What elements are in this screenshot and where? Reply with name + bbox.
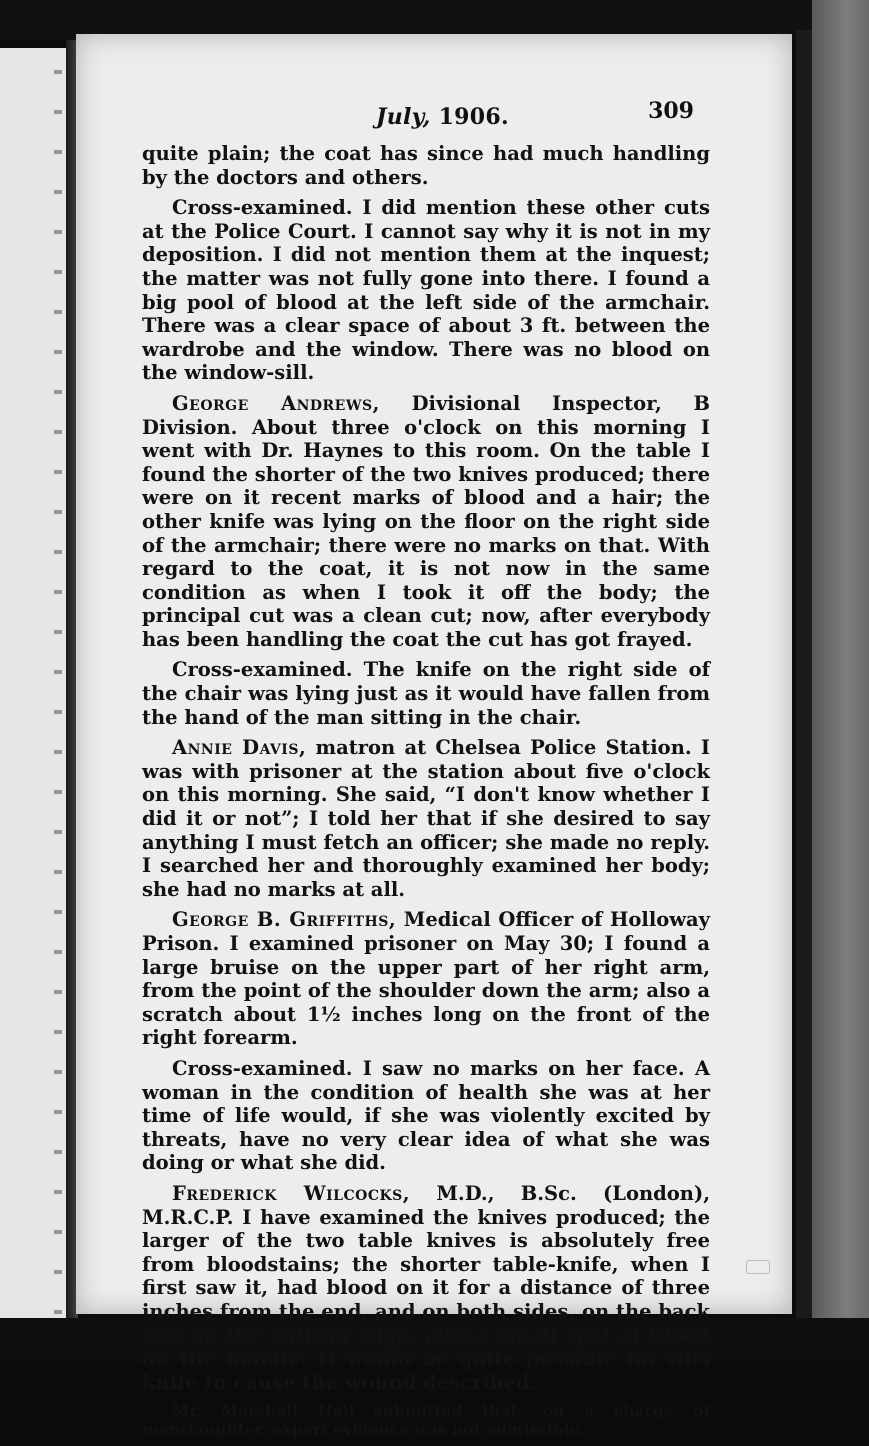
page-corner-mark <box>746 1260 770 1274</box>
paragraph-text: Medical Officer of Holloway Prison. I examined prisoner on May 30; I found a large bruise on the upper part of her right arm, from the point of the shoulder down the arm; also a scratch about 1½ inches long on the front of the right forearm. <box>142 908 710 1050</box>
paragraph-continuation <box>142 142 710 189</box>
facing-page-text-edge <box>54 48 62 1318</box>
paragraph-text: matron at Chelsea Police Station. I was with prisoner at the station about five o'clock on this morning. She said, “I don't know whether I did it or not”; I told her that if she desired to say anything I must fetch an officer; she made no reply. I searched her and thoroughly examined her body; she had no marks at all. <box>142 736 711 901</box>
paragraph-cross-examination <box>142 658 710 729</box>
paragraph-text: Divisional Inspector, B Division. About three o'clock on this morning I went with Dr. Haynes to this room. On the table I found the shorter of the two knives produced; there were on it recent marks of blood and a hair; the other knife was lying on the floor on the right side of the armchair; there were no marks on that. With regard to the coat, it is not now in the same condition as when I took it off the body; the principal cut was a clean cut; now, after everybody has been handling the coat the cut has got frayed. <box>142 391 710 651</box>
witness-name: Annie Davis, <box>172 736 307 760</box>
page-body <box>142 142 710 1446</box>
page-number: 309 <box>648 98 694 124</box>
running-head <box>376 104 509 130</box>
book-cover-edge <box>812 0 869 1361</box>
witness-name: George B. Griffiths, <box>172 908 397 932</box>
paragraph-text: quite plain; the coat has since had much handling by the doctors and others. <box>142 142 710 189</box>
paragraph-witness-testimony <box>142 908 710 1050</box>
footnote: Mr. Marshall Hall submitted that, on a charge of manslaughter, expert evidence was not admissible. <box>142 1401 710 1440</box>
paragraph-witness-testimony <box>142 392 710 652</box>
running-head-year: 1906. <box>438 104 509 130</box>
paragraph-witness-testimony <box>142 1182 710 1394</box>
paragraph-text: Cross-examined. I saw no marks on her face. A woman in the condition of health she was at her time of life would, if she was violently excited by threats, have no very clear idea of what she was doing or what she did. <box>142 1056 710 1175</box>
witness-name: Frederick Wilcocks, <box>172 1181 411 1205</box>
witness-name: George Andrews, <box>172 391 380 415</box>
paragraph-cross-examination <box>142 1057 710 1175</box>
paragraph-text: Cross-examined. The knife on the right side of the chair was lying just as it would have fallen from the hand of the man sitting in the chair. <box>142 658 710 729</box>
paragraph-witness-testimony <box>142 736 710 901</box>
page-header <box>76 96 792 136</box>
paragraph-cross-examination <box>142 196 710 385</box>
paragraph-text: M.D., B.Sc. (London), M.R.C.P. I have examined the knives produced; the larger of the two table knives is absolutely free from bloodstains; the shorter table-knife, when I first saw it, had blood on it for a distance of three inches from the end, and on both sides, on the back and on the cutting edge; also a small spot of blood on the handle. It would be quite possible for this knife to cause the wound described. <box>142 1181 710 1394</box>
book-page <box>76 34 792 1440</box>
paragraph-text: Cross-examined. I did mention these other cuts at the Police Court. I cannot say why it is not in my deposition. I did not mention them at the inquest; the matter was not fully gone into there. I found a big pool of blood at the left side of the armchair. There was a clear space of about 3 ft. between the wardrobe and the window. There was no blood on the window-sill. <box>142 196 710 385</box>
running-head-month: July, <box>376 104 431 130</box>
facing-page-edge <box>0 48 69 1318</box>
